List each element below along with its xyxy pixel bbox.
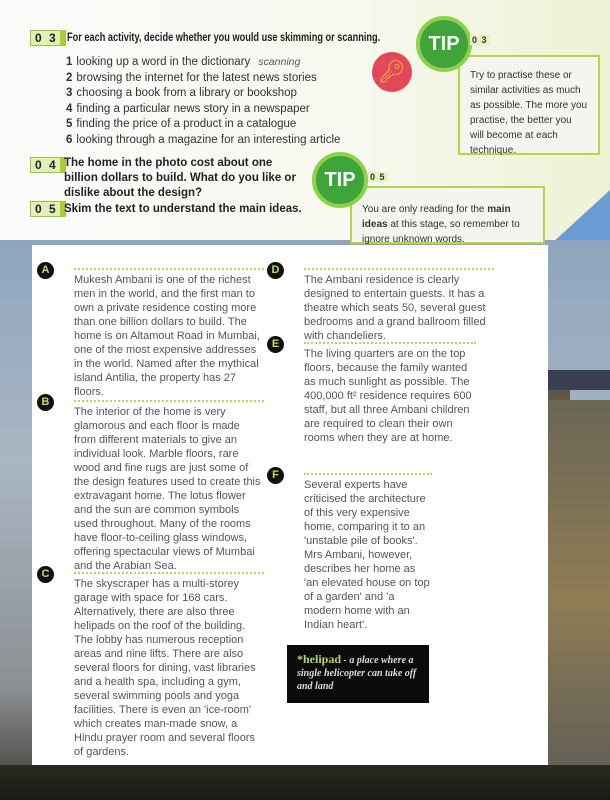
exercise-03-badge: 0 3 <box>30 30 66 46</box>
exercise-05-badge: 0 5 <box>30 201 66 217</box>
list-item: 3 choosing a book from a library or bookshop <box>66 87 297 99</box>
list-item: 5 finding the price of a product in a catalogue <box>66 118 297 130</box>
list-item: 2 browsing the internet for the latest news stories <box>66 71 317 84</box>
tip-05-badge: TIP <box>312 152 368 208</box>
list-item: 1 looking up a word in the dictionary scanning <box>66 56 301 68</box>
exercise-05-question: Skim the text to understand the main ideas. <box>64 203 302 215</box>
section-e: E The living quarters are on the top floors, because the family wanted as much sunlight as possible. The 400,000 ft² residence requires 600 staff, but all three Ambani children are required to clean their own rooms when they are at home. <box>304 342 476 445</box>
trees <box>0 765 610 800</box>
section-a: A Mukesh Ambani is one of the richest men in the world, and the first man to own a private residence costing more than one billion dollars to build. The home is on Altamout Road in Mumbai, one of the most expensive addresses in the world. Named after the mythical island Antilia, the property has 27 floors. <box>74 268 264 399</box>
section-f: F Several experts have criticised the architecture of this very expensive home, comparing it to an 'unstable pile of books'. Mrs Ambani, however, describes her home as 'an elevated house on top of a garden' and 'a modern home with an Indian heart'. <box>304 473 432 632</box>
tip-03-badge: TIP <box>416 16 472 72</box>
section-d: D The Ambani residence is clearly designed to entertain guests. It has a theatre which seats 50, several guest bedrooms and a grand ballroom filled with chandeliers. <box>304 268 494 343</box>
decorative-triangle <box>550 190 610 245</box>
exercise-03-question: For each activity, decide whether you would use skimming or scanning. <box>67 32 381 44</box>
exercise-04-question: The home in the photo cost about one billion dollars to build. What do you like or dislike about the design? <box>64 157 296 199</box>
glossary-box: *helipad - a place where a single helicopter can take off and land <box>287 645 429 703</box>
section-c: C The skyscraper has a multi-storey garage with space for 168 cars. Alternatively, there are also three helipads on the roof of the building. The lobby has numerous reception areas and nine lifts. There are also several floors for dining, vast libraries and a health spa, including a gym, several swimming pools and yoga facilities. There is even an 'ice-room' which creates man-made snow, a Hindu prayer room and several floors of gardens. <box>74 572 264 759</box>
tip-05-box: You are only reading for the main ideas at this stage, so remember to ignore unknown words. <box>350 186 545 244</box>
tip-03-box: Try to practise these or similar activities as much as possible. The more you practise, the better you will become at each technique. <box>458 55 600 155</box>
tip-03-number: 0 3 <box>472 35 488 45</box>
exercise-04-badge: 0 4 <box>30 157 66 173</box>
key-icon[interactable]: 🔑︎ <box>372 52 412 92</box>
activity-list <box>66 55 340 148</box>
section-b: B The interior of the home is very glamorous and each floor is made from different materials to give an individual look. Marble floors, rare wood and fine rugs are just some of the design features used to create this extravagant home. The lotus flower and the sun are common symbols used throughout. Many of the rooms have floor-to-ceiling glass windows, offering spectacular views of Mumbai and the Arabian Sea. <box>74 400 264 573</box>
list-item: 4 finding a particular news story in a newspaper <box>66 102 310 115</box>
answer-example: scanning <box>258 56 301 68</box>
tip-05-number: 0 5 <box>370 172 386 182</box>
list-item: 6 looking through a magazine for an interesting article <box>66 133 341 146</box>
